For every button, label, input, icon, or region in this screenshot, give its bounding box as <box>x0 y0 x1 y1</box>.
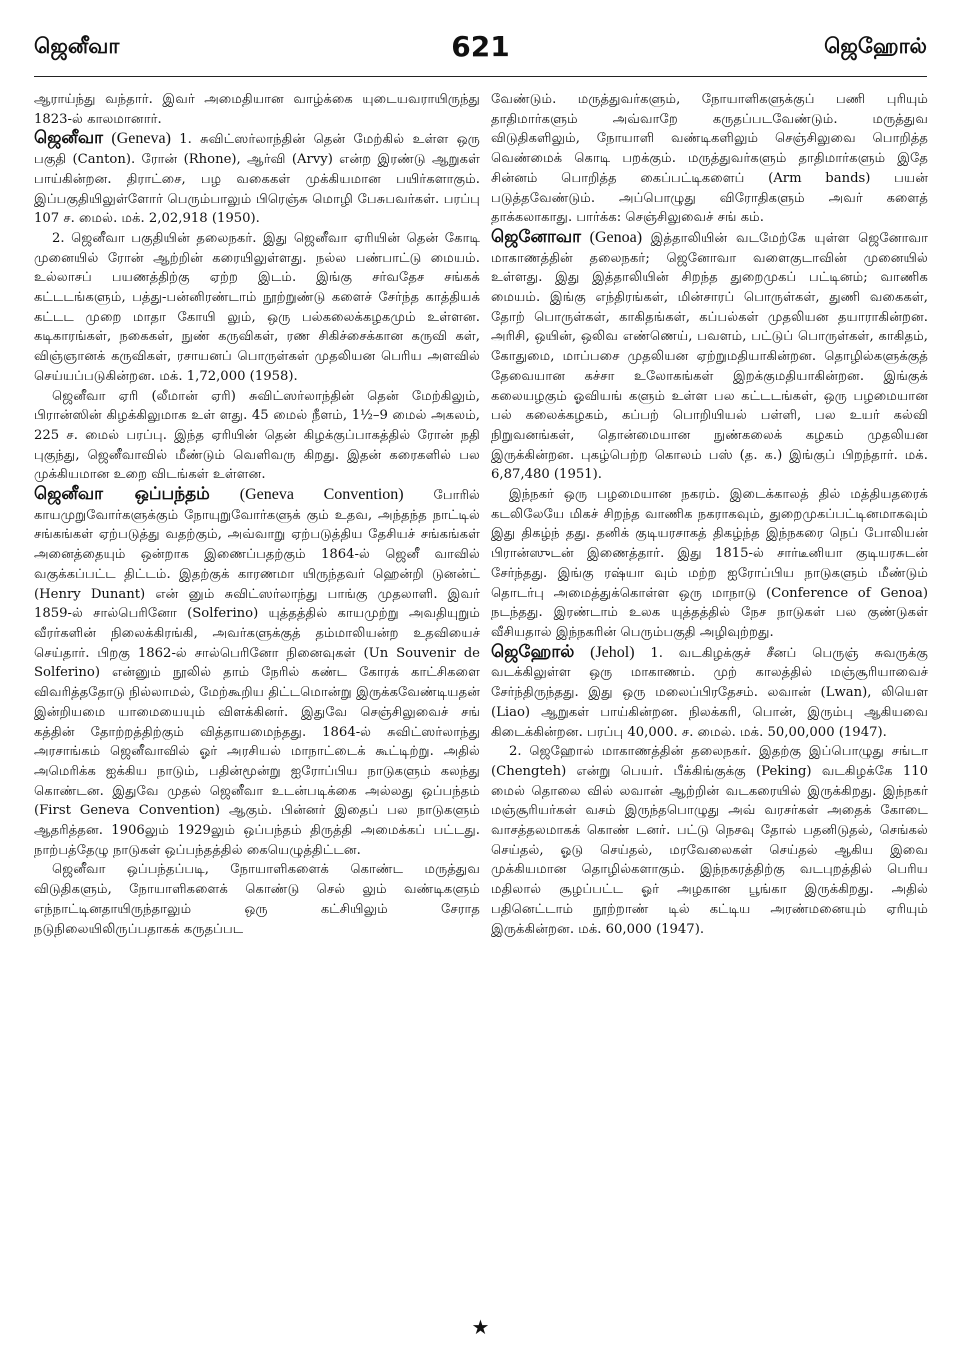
english-term: (Geneva Convention) <box>239 486 404 504</box>
paragraph-text: இந்நகர் ஒரு பழமையான நகரம். இடைக்காலத் தில் மத்தியதரைக் கடலிலேயே மிகச் சிறந்த வாணிக நகராகவும், துறைமுகப்பட்டினமாகவும் இது திகழ்ந் தது. தனிக் குடியரசாகத் திகழ்ந்த இந்நகரை நெப் போலியன் பிரான்ஸுடன் இணைத்தார். இது 1815-ல் சார்டீனியா குடியரசுடன் சேர்ந்தது. இங்கு ரஷ்யா வும் மற்ற ஐரோப்பிய நாடுகளும் மீண்டும் தொடர்பு அமைத்துக்கொள்ள ஒரு மாநாடு (Conference of Genoa) நடந்தது. இரண்டாம் உலக யுத்தத்தில் நேச நாடுகள் பல குண்டுகள் வீசியதால் இந்நகரின் பெரும்பகுதி அழிவுற்றது. <box>491 487 928 640</box>
paragraph-text: ஜெனீவா ஒப்பந்தப்படி, நோயாளிகளைக் கொண்ட மருத்துவ விடுதிகளும், நோயாளிகளைக் கொண்டு செல் லும் வண்டிகளும் எந்நாட்டினதாயிருந்தாலும் ஒரு கட்சியிலும் சேராத நடுநிலையிலிருப்பதாகக் கருதப்பட <box>34 862 480 937</box>
entry-text: 1. சுவிட்ஸர்லாந்தின் தென் மேற்கில் உள்ள ஒரு பகுதி (Canton). ரோன் (Rhone), ஆர்வி (Arvy) என்ற இரண்டு ஆறுகள் பாய்கின்றன. திராட்சை, பழ வகைகள் முக்கியமான பயிர்களாகும். இப்பகுதியிலுள்ளோர் பெரும்பாலும் பிரெஞ்சு மொழி பேசுபவர்கள். பரப்பு 107 ச. மைல். மக். 2,02,918 (1950). <box>34 132 480 227</box>
entry-geneva-convention <box>34 485 480 860</box>
english-term: (Genoa) <box>589 228 643 246</box>
left-column <box>34 90 480 1300</box>
paragraph <box>34 229 480 387</box>
entry-jehol <box>491 643 928 743</box>
footer-star-icon: ★ <box>471 1315 490 1339</box>
english-term: (Geneva) <box>111 130 171 148</box>
headword: ஜெனோவா <box>491 226 581 247</box>
paragraph <box>34 860 480 939</box>
paragraph-text: வேண்டும். மருத்துவர்களும், நோயாளிகளுக்குப் பணி புரியும் தாதிமார்களும் அவ்வாறே கருதப்படவேண்டும். மருத்துவ விடுதிகளிலும், நோயாளி வண்டிகளிலும் செஞ்சிலுவை பொறித்த வெண்மைக் கொடி பறக்கும். மருத்துவர்களும் தாதிமார்களும் இதே சின்னம் பொறித்த கைப்பட்டிகளைப் (Arm bands) பயன் படுத்தவேண்டும். அப்பொழுது விரோதிகளும் அவர் களைத் தாக்கலாகாது. பார்க்க: செஞ்சிலுவைச் சங் கம். <box>491 92 928 226</box>
paragraph <box>491 742 928 939</box>
english-term: (Jehol) <box>590 643 635 661</box>
page-number: 621 <box>451 30 510 63</box>
paragraph-text: 2. ஜெனீவா பகுதியின் தலைநகர். இது ஜெனீவா ஏரியின் தென் கோடி முனையில் ரோன் ஆற்றின் கரையிலுள்ளது. நல்ல பண்பாட்டு மையம். உல்லாசப் பயணத்திற்கு ஏற்ற இடம். இங்கு சர்வதேச சங்கக் கட்டடங்களும், பத்து-பன்னிரண்டாம் நூற்றுண்டு களைச் சேர்ந்த காத்தியக் கட்டட முறை மாதா கோயி லும், ஒரு பல்கலைக்கழகமும் உள்ளன. கடிகாரங்கள், நகைகள், நுண் கருவிகள், ரண சிகிச்சைக்கான கருவி கள், விஞ்ஞானக் கருவிகள், ரசாயனப் பொருள்கள் முதலியன பெரிய அளவில் செய்யப்படுகின்றன. மக். 1,72,000 (1958). <box>34 230 480 384</box>
page-header <box>34 30 927 70</box>
paragraph-text: 2. ஜெஹோல் மாகாணத்தின் தலைநகர். இதற்கு இப்பொழுது சங்டா (Chengteh) என்று பெயர். பீக்கிங்குக்கு (Peking) வடகிழக்கே 110 மைல் தொலை வில் லவான் ஆற்றின் வடகரையில் இருக்கிறது. இந்நகர் மஞ்சூரியர்கள் வசம் இருந்தபொழுது அவ் வரசர்கள் அதைக் கோடை வாசத்தலமாகக் கொண் டனர். பட்டு நெசவு தோல் பதனிடுதல், செங்கல் செய்தல், ஓடு செய்தல், மரவேலைகள் செய்தல் ஆகிய இவை முக்கியமான தொழில்களாகும். இந்நகரத்திற்கு வடபுறத்தில் பெரிய மதிலால் சூழப்பட்ட ஓர் அழகான பூங்கா இருக்கிறது. அதில் பதினெட்டாம் நூற்றாண் டில் கட்டிய அரண்மனையும் ஏரியும் இருக்கின்றன. மக். 60,000 (1947). <box>491 744 928 937</box>
headword: ஜெனீவா ஒப்பந்தம் <box>34 484 210 505</box>
headword: ஜெஹோல் <box>491 641 575 662</box>
headword: ஜெனீவா <box>34 128 104 149</box>
entry-genoa <box>491 228 928 485</box>
paragraph <box>34 387 480 486</box>
running-head-left: ஜெனீவா <box>34 34 120 58</box>
paragraph <box>34 90 480 129</box>
running-head-right: ஜெஹோல் <box>824 34 927 58</box>
entry-text: இத்தாலியின் வடமேற்கே யுள்ள ஜெனோவா மாகாணத்தின் தலைநகர்; ஜெனோவா வளைகுடாவின் முனையில் உள்ளது. இது இத்தாலியின் சிறந்த துறைமுகப் பட்டினம்; வாணிக மையம். இங்கு எந்திரங்கள், மின்சாரப் பொருள்கள், துணி வகைகள், தோற் பொருள்கள், காகிதங்கள், கப்பல்கள் முதலியன தயாராகின்றன. அரிசி, ஒயின், ஒலிவ எண்ணெய், பவளம், பட்டுப் பொருள்கள், காகிதம், கோதுமை, மாப்பசை முதலியன ஏற்றுமதியாகின்றன. தொழில்களுக்குத் தேவையான கச்சா உலோகங்கள் இறக்குமதியாகின்றன. இங்குக் கலையழகும் ஓவியங் களும் உள்ள பல கட்டடங்கள், ஒரு பழமையான பல் கலைக்கழகம், கப்பற் பொறியியல் பள்ளி, பல உயர் கல்வி நிறுவனங்கள், தொன்மையான நுண்கலைக் கழகம் முதலியன இருக்கின்றன. புகழ்பெற்ற கொலம் பஸ் (த. க.) இங்குப் பிறந்தார். மக். 6,87,480 (1951). <box>491 230 928 483</box>
paragraph-text: ஆராய்ந்து வந்தார். இவர் அமைதியான வாழ்க்கை யுடையவராயிருந்து 1823-ல் காலமானார். <box>34 92 480 127</box>
entry-text: போரில் காயமுறுவோர்களுக்கும் நோயுறுவோர்களுக் கும் உதவ, அந்தந்த நாட்டில் சங்கங்கள் ஏற்படுத்து வதற்கும், அவ்வாறு ஏற்படுத்திய தேசியச் சங்கங்கள் அனைத்தையும் ஒன்றாக இணைப்பதற்கும் 1864-ல் ஜெனீ வாவில் வகுக்கப்பட்ட திட்டம். இதற்குக் காரணமா யிருந்தவர் ஹென்றி டுனன்ட் (Henry Dunant) என் னும் சுவிட்ஸர்லாந்து பாங்கு முதலாளி. இவர் 1859-ல் சால்பெரினோ (Solferino) யுத்தத்தில் காயமுற்று அவதியுறும் வீரர்களின் நிலைக்கிரங்கி, அவர்களுக்குத் தம்மாலியன்ற உதவியைச் செய்தார். பிறகு 1862-ல் சால்பெரினோ நினைவுகள் (Un Souvenir de Solferino) என்னும் நூலில் தாம் நேரில் கண்ட கோரக் காட்சிகளை விவரித்ததோடு நில்லாமல், மேற்கூறிய திட்டமொன்று இருக்கவேண்டியதன் இன்றியமை யாமையையும் விளக்கினர். இதுவே செஞ்சிலுவைச் சங் கத்தின் தோற்றத்திற்கும் வித்தாயமைந்தது. 1864-ல் சுவிட்ஸர்லாந்து அரசாங்கம் ஜெனீவாவில் ஓர் அரசியல் மாநாட்டைக் கூட்டிற்று. அதில் அமெரிக்க ஐக்கிய நாடும், பதின்மூன்று ஐரோப்பிய நாடுகளும் கலந்து கொண்டன. இதுவே முதல் ஜெனீவா உடன்படிக்கை அல்லது ஒப்பந்தம் (First Geneva Convention) ஆகும். பின்னர் இதைப் பல நாடுகளும் ஆதரித்தன. 1906லும் 1929லும் ஒப்பந்தம் திருத்தி அமைக்கப் பட்டது. நாற்பத்தேழு நாடுகள் ஒப்பந்தத்தில் கையெழுத்திட்டன. <box>34 488 480 858</box>
paragraph <box>491 485 928 643</box>
entry-text: 1. வடகிழக்குச் சீனப் பெருஞ் சுவருக்கு வடக்கிலுள்ள ஒரு மாகாணம். முற் காலத்தில் மஞ்சூரியாவைச் சேர்ந்திருந்தது. இது ஒரு மலைப்பிரதேசம். லவான் (Lwan), லியெள (Liao) ஆறுகள் பாய்கின்றன. நிலக்கரி, பொன், இரும்பு ஆகியவை கிடைக்கின்றன. பரப்பு 40,000. ச. மைல். மக். 50,00,000 (1947). <box>491 645 928 740</box>
header-rule <box>34 76 927 77</box>
paragraph <box>491 90 928 228</box>
right-column <box>491 90 928 1300</box>
entry-geneva <box>34 129 480 229</box>
paragraph-text: ஜெனீவா ஏரி (லீமான் ஏரி) சுவிட்ஸர்லாந்தின் தென் மேற்கிலும், பிரான்ஸின் கிழக்கிலுமாக உள் ளது. 45 மைல் நீளம், 1½–9 மைல் அகலம், 225 ச. மைல் பரப்பு. இந்த ஏரியின் தென் கிழக்குப்பாகத்தில் ரோன் நதி புகுந்து, ஜெனீவாவில் மீண்டும் வெளிவரு கிறது. இதன் கரைகளில் பல முக்கியமான உறை விடங்கள் உள்ளன. <box>34 388 480 483</box>
